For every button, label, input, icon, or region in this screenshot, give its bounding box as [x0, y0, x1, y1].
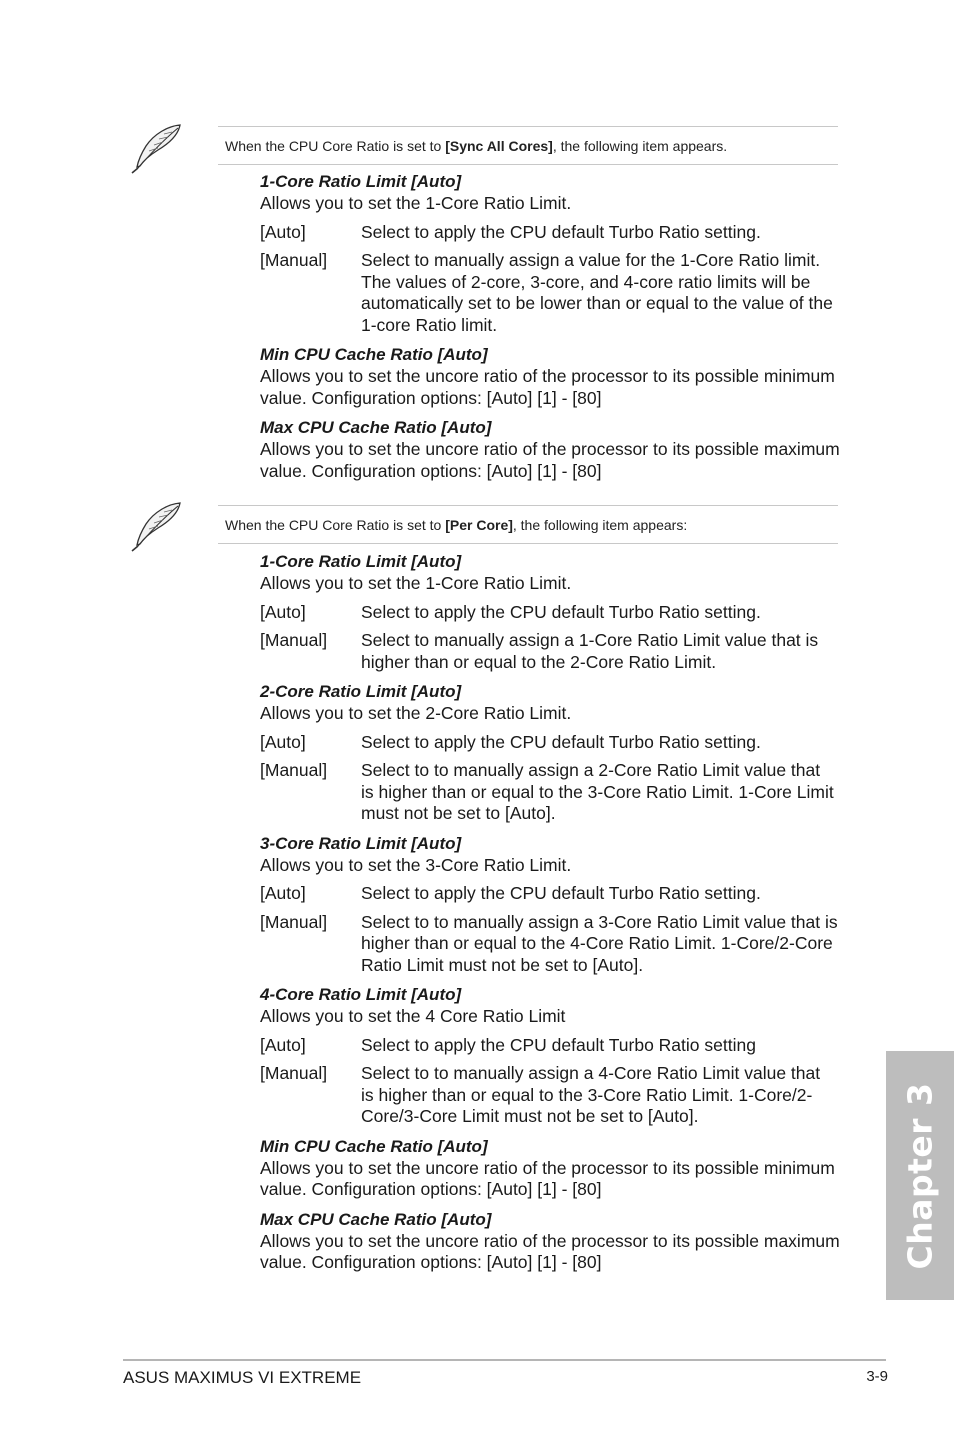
option-value [361, 222, 840, 244]
feather-note-icon [128, 122, 184, 174]
option-line: higher than or equal to the 4-Core Ratio Limit. 1-Core/2-Core [361, 933, 833, 953]
option-row [260, 732, 840, 754]
option-key: [Manual] [260, 760, 328, 780]
item-desc: Allows you to set the 4 Core Ratio Limit [260, 1006, 566, 1026]
option-line: Select to manually assign a 1-Core Ratio Limit value that is [361, 630, 819, 650]
item-title: Max CPU Cache Ratio [Auto] [260, 418, 492, 437]
note-text-pre: When the CPU Core Ratio is set to [225, 517, 446, 533]
option-value [361, 630, 840, 673]
chapter-tab-label: Chapter 3 [900, 1082, 940, 1269]
option-line: automatically set to be lower than or equal to the value of the [361, 293, 833, 313]
option-line: Select to apply the CPU default Turbo Ratio setting. [361, 601, 761, 622]
per-core-section [260, 551, 840, 1274]
option-line: higher than or equal to the 2-Core Ratio Limit. [361, 651, 717, 672]
option-row [260, 222, 840, 244]
option-line: Ratio Limit must not be set to [Auto]. [361, 954, 644, 975]
option-line: Select to apply the CPU default Turbo Ratio setting. [361, 731, 761, 752]
item-desc-line: value. Configuration options: [Auto] [1] - [80] [260, 1179, 602, 1199]
option-row [260, 630, 840, 673]
option-value [361, 760, 840, 825]
option-key: [Auto] [260, 883, 306, 903]
option-row [260, 912, 840, 977]
footer-product-name: ASUS MAXIMUS VI EXTREME [123, 1368, 362, 1387]
note-text-post: , the following item appears. [552, 138, 728, 154]
option-line: is higher than or equal to the 3-Core Ratio Limit. 1-Core/2- [361, 1084, 813, 1105]
item-title: 3-Core Ratio Limit [Auto] [260, 833, 462, 853]
option-line: Select to to manually assign a 4-Core Ratio Limit value that [361, 1063, 821, 1083]
option-value [361, 883, 840, 905]
footer-divider [123, 1359, 886, 1361]
note-text-bold: [Per Core] [445, 517, 513, 533]
option-row [260, 1035, 840, 1057]
option-key: [Manual] [260, 1063, 328, 1083]
item-desc-line: value. Configuration options: [Auto] [1] - [80] [260, 387, 602, 408]
option-key: [Auto] [260, 1034, 306, 1055]
option-value [361, 1035, 840, 1057]
item-desc-line: Allows you to set the uncore ratio of the processor to its possible minimum [260, 1157, 835, 1178]
item-desc: Allows you to set the 2-Core Ratio Limit. [260, 703, 572, 723]
item-title: 4-Core Ratio Limit [Auto] [260, 985, 462, 1004]
item-title: Min CPU Cache Ratio [Auto] [260, 1136, 488, 1156]
feather-note-icon [128, 500, 184, 552]
note-text-pre: When the CPU Core Ratio is set to [225, 138, 446, 154]
option-line: is higher than or equal to the 3-Core Ratio Limit. 1-Core Limit [361, 781, 834, 802]
option-key: [Manual] [260, 630, 328, 650]
option-value [361, 732, 840, 754]
item-desc-line: value. Configuration options: [Auto] [1] - [80] [260, 460, 602, 481]
chapter-tab [886, 1051, 954, 1300]
sync-all-cores-section [260, 171, 840, 482]
option-key: [Auto] [260, 221, 306, 242]
item-title: 1-Core Ratio Limit [Auto] [260, 552, 462, 571]
option-line: Core/3-Core Limit must not be set to [Auto]. [361, 1106, 699, 1126]
option-key: [Auto] [260, 601, 306, 622]
option-line: Select to to manually assign a 2-Core Ratio Limit value that [361, 760, 821, 780]
option-row [260, 250, 840, 336]
item-desc-line: Allows you to set the uncore ratio of the processor to its possible minimum [260, 366, 835, 386]
option-row [260, 760, 840, 825]
option-row [260, 602, 840, 624]
option-line: Select to apply the CPU default Turbo Ratio setting. [361, 883, 761, 903]
option-key: [Manual] [260, 250, 328, 270]
item-desc: Allows you to set the 1-Core Ratio Limit. [260, 193, 572, 213]
item-title: Max CPU Cache Ratio [Auto] [260, 1209, 492, 1229]
note-per-core [218, 505, 838, 544]
option-line: Select to apply the CPU default Turbo Ratio setting [361, 1034, 756, 1055]
note-text-bold: [Sync All Cores] [445, 138, 553, 154]
item-title: 1-Core Ratio Limit [Auto] [260, 172, 462, 191]
footer-page-number: 3-9 [866, 1368, 888, 1385]
option-value [361, 250, 840, 336]
option-row [260, 883, 840, 905]
note-text-post: , the following item appears: [512, 517, 688, 533]
item-desc-line: Allows you to set the uncore ratio of the processor to its possible maximum [260, 1230, 840, 1251]
note-sync-all-cores [218, 126, 838, 165]
item-desc: Allows you to set the 1-Core Ratio Limit. [260, 573, 572, 593]
option-line: The values of 2-core, 3-core, and 4-core ratio limits will be [361, 271, 811, 292]
option-value [361, 1063, 840, 1128]
item-desc-line: Allows you to set the uncore ratio of the processor to its possible maximum [260, 439, 840, 459]
option-row [260, 1063, 840, 1128]
option-line: 1-core Ratio limit. [361, 314, 498, 335]
option-key: [Auto] [260, 731, 306, 752]
option-key: [Manual] [260, 911, 328, 932]
option-value [361, 912, 840, 977]
option-line: Select to manually assign a value for the 1-Core Ratio limit. [361, 250, 821, 270]
item-desc: Allows you to set the 3-Core Ratio Limit. [260, 854, 572, 875]
option-line: Select to to manually assign a 3-Core Ratio Limit value that is [361, 911, 838, 932]
item-title: Min CPU Cache Ratio [Auto] [260, 345, 488, 364]
option-value [361, 602, 840, 624]
item-title: 2-Core Ratio Limit [Auto] [260, 682, 462, 701]
item-desc-line: value. Configuration options: [Auto] [1] - [80] [260, 1252, 602, 1272]
option-line: Select to apply the CPU default Turbo Ratio setting. [361, 221, 761, 242]
option-line: must not be set to [Auto]. [361, 803, 556, 823]
